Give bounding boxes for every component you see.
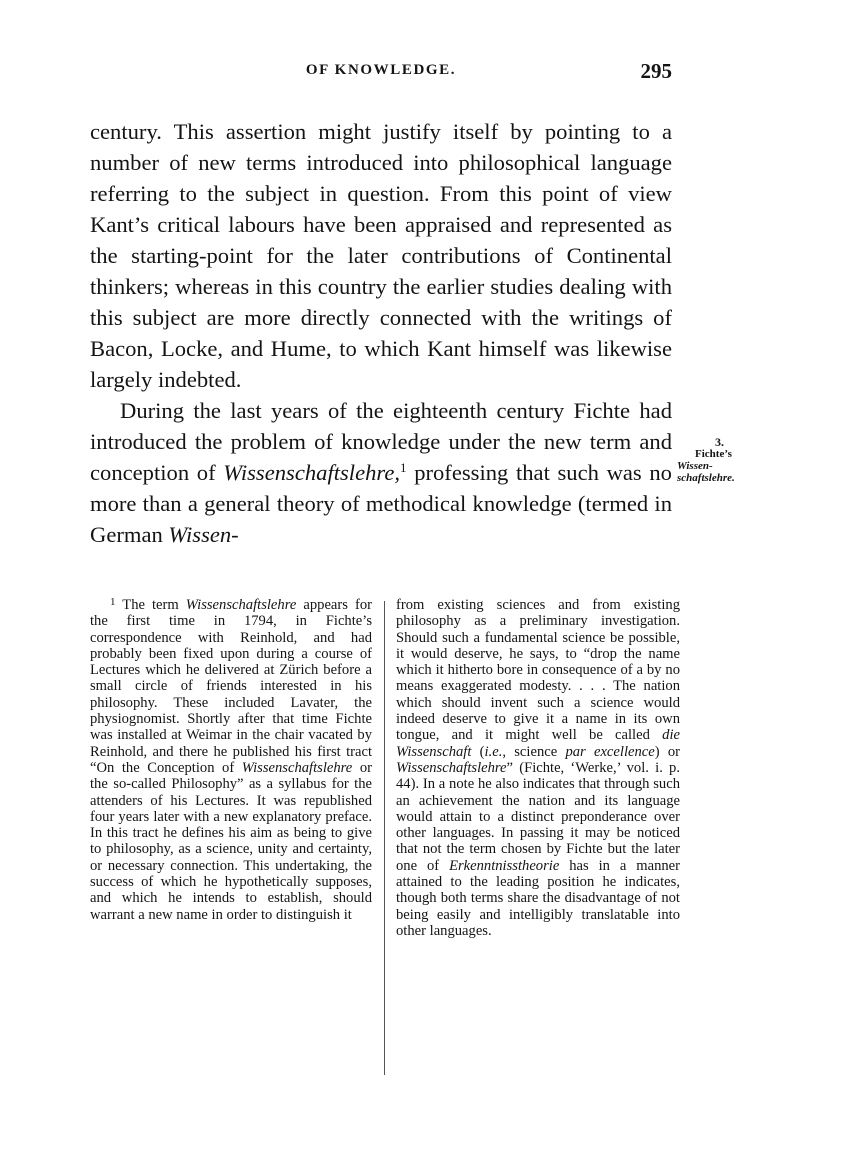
footnote-term: die Wissenschaft (396, 727, 680, 760)
margin-note-number: 3. (715, 435, 724, 449)
footnote-term: par excellence (565, 743, 655, 760)
footnote-right-column (396, 597, 680, 939)
footnote-right-b: ( (471, 743, 485, 760)
footnote-term: Wissenschaftslehre (396, 759, 507, 776)
footnote-left-a: The term (115, 597, 186, 613)
footnote-left-c: or the so-called Philosophy” as a syllabus for the attenders of his Lectures. It was republished four years later with a new explanatory preface. In this tract he defines his aim as being to give to philosophy, as a science, unity and certainty, or necessary connection. This undertaking, the success of which he hypothetically supposes, and which he intends to establish, should warrant a new name in order to distinguish it (90, 759, 372, 923)
footnote-term: Erkenntnisstheorie (449, 857, 560, 874)
running-head (90, 59, 672, 90)
footnote-right-a: from existing sciences and from existing philosophy as a preliminary investigation. Should such a fundamental science be possible, it would deserve, he says, to “drop the name which it hitherto bore in consequence of a by no means exaggerated modesty. . . . The nation which should invent such a science would indeed deserve to give it a name in its own tongue, and it might well be called (396, 597, 680, 744)
footnote-right-d: ) or (654, 743, 680, 760)
footnote-marker: 1 (110, 596, 116, 608)
paragraph-1: century. This assertion might justify itself by pointing to a number of new terms introduced into philosophical language referring to the subject in question. From this point of view Kant’s critical labours have been appraised and represented as the starting-point for the later contributions of Continental thinkers; whereas in this country the earlier studies dealing with this subject are more directly connected with the writings of Bacon, Locke, and Hume, to which Kant himself was likewise largely indebted. (90, 119, 672, 392)
paragraph-2-text-b: professing that such was no more than a general theory of methodical knowledge (termed in German (90, 460, 672, 547)
margin-note-term-1: Wissen- (677, 460, 713, 472)
paragraph-2-text-c: Wissen- (168, 522, 239, 547)
footnote-right-text (396, 597, 680, 939)
footnote-left-text (90, 597, 372, 923)
column-divider (384, 601, 385, 1075)
page-title: OF KNOWLEDGE. (305, 62, 457, 78)
footnote-term: Wissenschaftslehre (185, 597, 297, 613)
page-number: 295 (640, 59, 672, 83)
margin-note (677, 436, 759, 484)
margin-note-term-2: schaftslehre. (677, 472, 735, 484)
footnote-reference[interactable]: 1 (400, 460, 407, 475)
main-text (90, 116, 672, 550)
footnote-term: Wissenschaftslehre (241, 759, 353, 776)
footnote-right-e: ” (Fichte, ‘Werke,’ vol. i. p. 44). In a note he also indicates that through such an achievement the nation and its language would attain to a distinct preponderance over other languages. In passing it may be noticed that not the term chosen by Fichte but the later one of (396, 759, 680, 874)
term-wissenschaftslehre: Wissenschaftslehre, (223, 460, 401, 485)
footnote-term: i.e. (484, 743, 503, 760)
footnote (90, 596, 681, 1087)
footnote-right-f: has in a manner attained to the leading position he indicates, though both terms share the disadvantage of not being easily and intelligibly translatable into other languages. (396, 857, 681, 939)
paragraph-2 (90, 395, 672, 550)
footnote-left-column (90, 597, 372, 923)
footnote-right-c: , science (502, 743, 566, 760)
footnote-left-b: appears for the first time in 1794, in Fichte’s correspondence with Reinhold, and had probably been fixed upon during a course of Lectures which he delivered at Zürich before a small circle of friends interested in his philosophy. These included Lavater, the physiognomist. Shortly after that time Fichte was installed at Weimar in the chair vacated by Reinhold, and there he published his first tract “On the Conception of (90, 597, 372, 776)
paragraph-2-text-a: During the last years of the eighteenth century Fichte had introduced the problem of knowledge under the new term and conception of (90, 398, 672, 485)
margin-note-name: Fichte’s (695, 448, 732, 460)
